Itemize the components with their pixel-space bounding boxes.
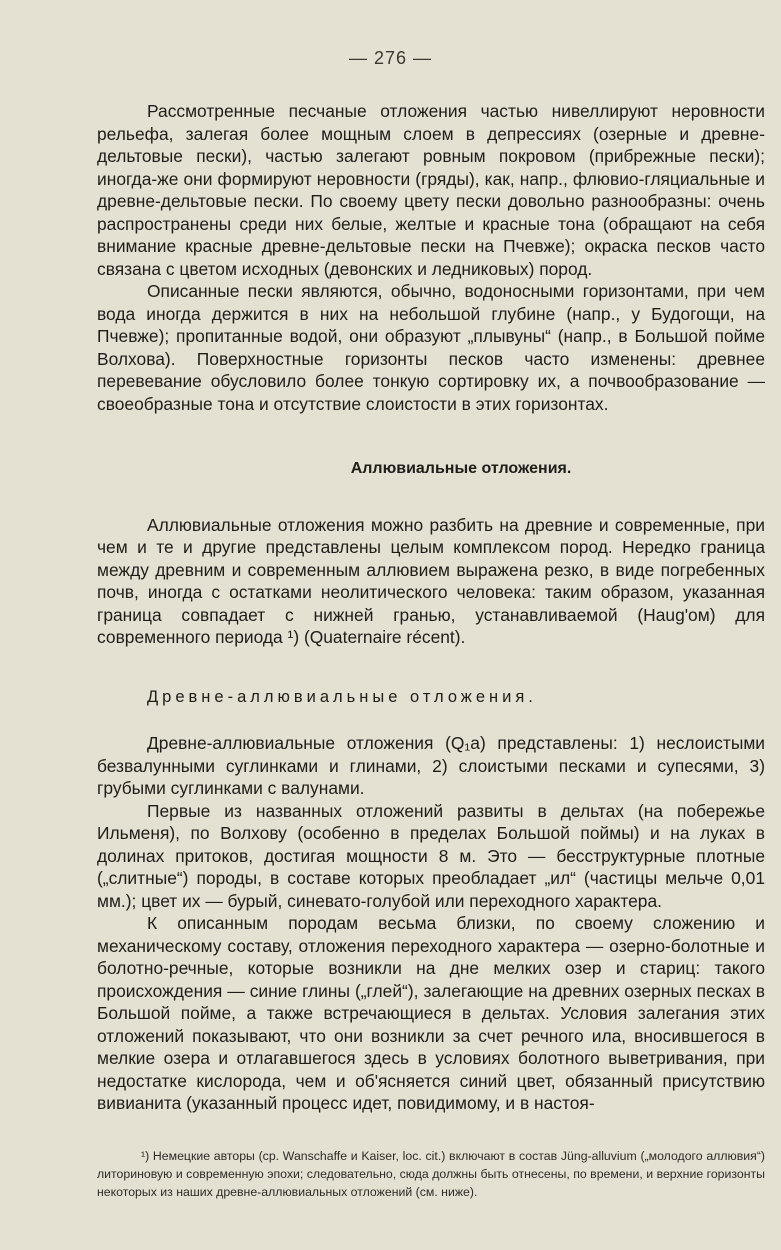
paragraph-sands-aquifers: Описанные пески являются, обычно, водоносными горизонтами, при чем вода иногда держится в них на небольшой глубине (напр., у Будогощи, на Пчевже); пропитанные водой, они образуют „плывуны“ (напр., в Большой пойме Волхова). Поверхностные горизонты песков часто изменены: древнее перевевание обусловило более тонкую сортировку их, а почвообразование — своеобразные тона и отсутствие слоистости в этих горизонтах. <box>97 281 765 414</box>
paragraph-alluvial-intro: Аллювиальные отложения можно разбить на древние и современные, при чем и те и другие представлены целым комплексом пород. Нередко граница между древним и современным аллювием выражена резко, в виде погребенных почв, иногда с остатками неолитического человека: таким образом, указанная граница совпадает с нижней гранью, устанавливаемой (Haug'ом) для современного периода ¹) (Quaternaire récent). <box>97 514 765 647</box>
footnote: ¹) Немецкие авторы (ср. Wanschaffe и Kaiser, loc. cit.) включают в состав Jüng-alluvium („молодого аллювия“) литориновую и современную эпохи; следовательно, сюда должны быть отнесены, по времени, и верхние горизонты некоторых из наших древне-аллювиальных отложений (см. ниже). <box>97 1149 765 1199</box>
footnotes <box>97 1147 765 1201</box>
section-title: Аллювиальные отложения. <box>350 460 572 477</box>
subsection-title: Древне-аллювиальные отложения. <box>147 687 537 706</box>
body-text <box>97 100 765 1115</box>
page-number: — 276 — <box>348 48 433 68</box>
paragraph-ancient-alluvial: Древне-аллювиальные отложения (Q₁a) представлены: 1) неслоистыми безвалунными суглинками и глинами, 2) слоистыми песками и супесями, 3) грубыми суглинками с валунами. <box>97 733 765 798</box>
paragraph-transitional-deposits: К описанным породам весьма близки, по своему сложению и механическому составу, отложения переходного характера — озерно-болотные и болотно-речные, которые возникли на дне мелких озер и стариц: такого происхождения — синие глины („глей“), залегающие на древних озерных песках в Большой пойме, а также встречающиеся в дельтах. Условия залегания этих отложений показывают, что они возникли за счет речного ила, вносившегося в мелкие озера и отлагавшегося здесь в условиях болотного выветривания, при недостатке кислорода, чем и об'ясняется синий цвет, обязанный присутствию вивианита (указанный процесс идет, повидимому, и в настоя- <box>97 913 765 1113</box>
paragraph-first-deposits: Первые из названных отложений развиты в дельтах (на побережье Ильменя), по Волхову (особенно в пределах Большой поймы) и на луках в долинах притоков, достигая мощности 8 м. Это — бесструктурные плотные („слитные“) породы, в составе которых преобладает „ил“ (частицы мельче 0,01 мм.); цвет их — бурый, синевато-голубой или переходного характера. <box>97 800 765 911</box>
paragraph-sands-relief: Рассмотренные песчаные отложения частью нивеллируют неровности рельефа, залегая более мощным слоем в депрессиях (озерные и древне-дельтовые пески), частью залегают ровным покровом (прибрежные пески); иногда-же они формируют неровности (гряды), как, напр., флювио-гляциальные и древне-дельтовые пески. По своему цвету пески довольно разнообразны: очень распространены среди них белые, желтые и красные тона (обращают на себя внимание красные древне-дельтовые пески на Пчевже); окраска песков часто связана с цветом исходных (девонских и ледниковых) пород. <box>97 101 765 279</box>
